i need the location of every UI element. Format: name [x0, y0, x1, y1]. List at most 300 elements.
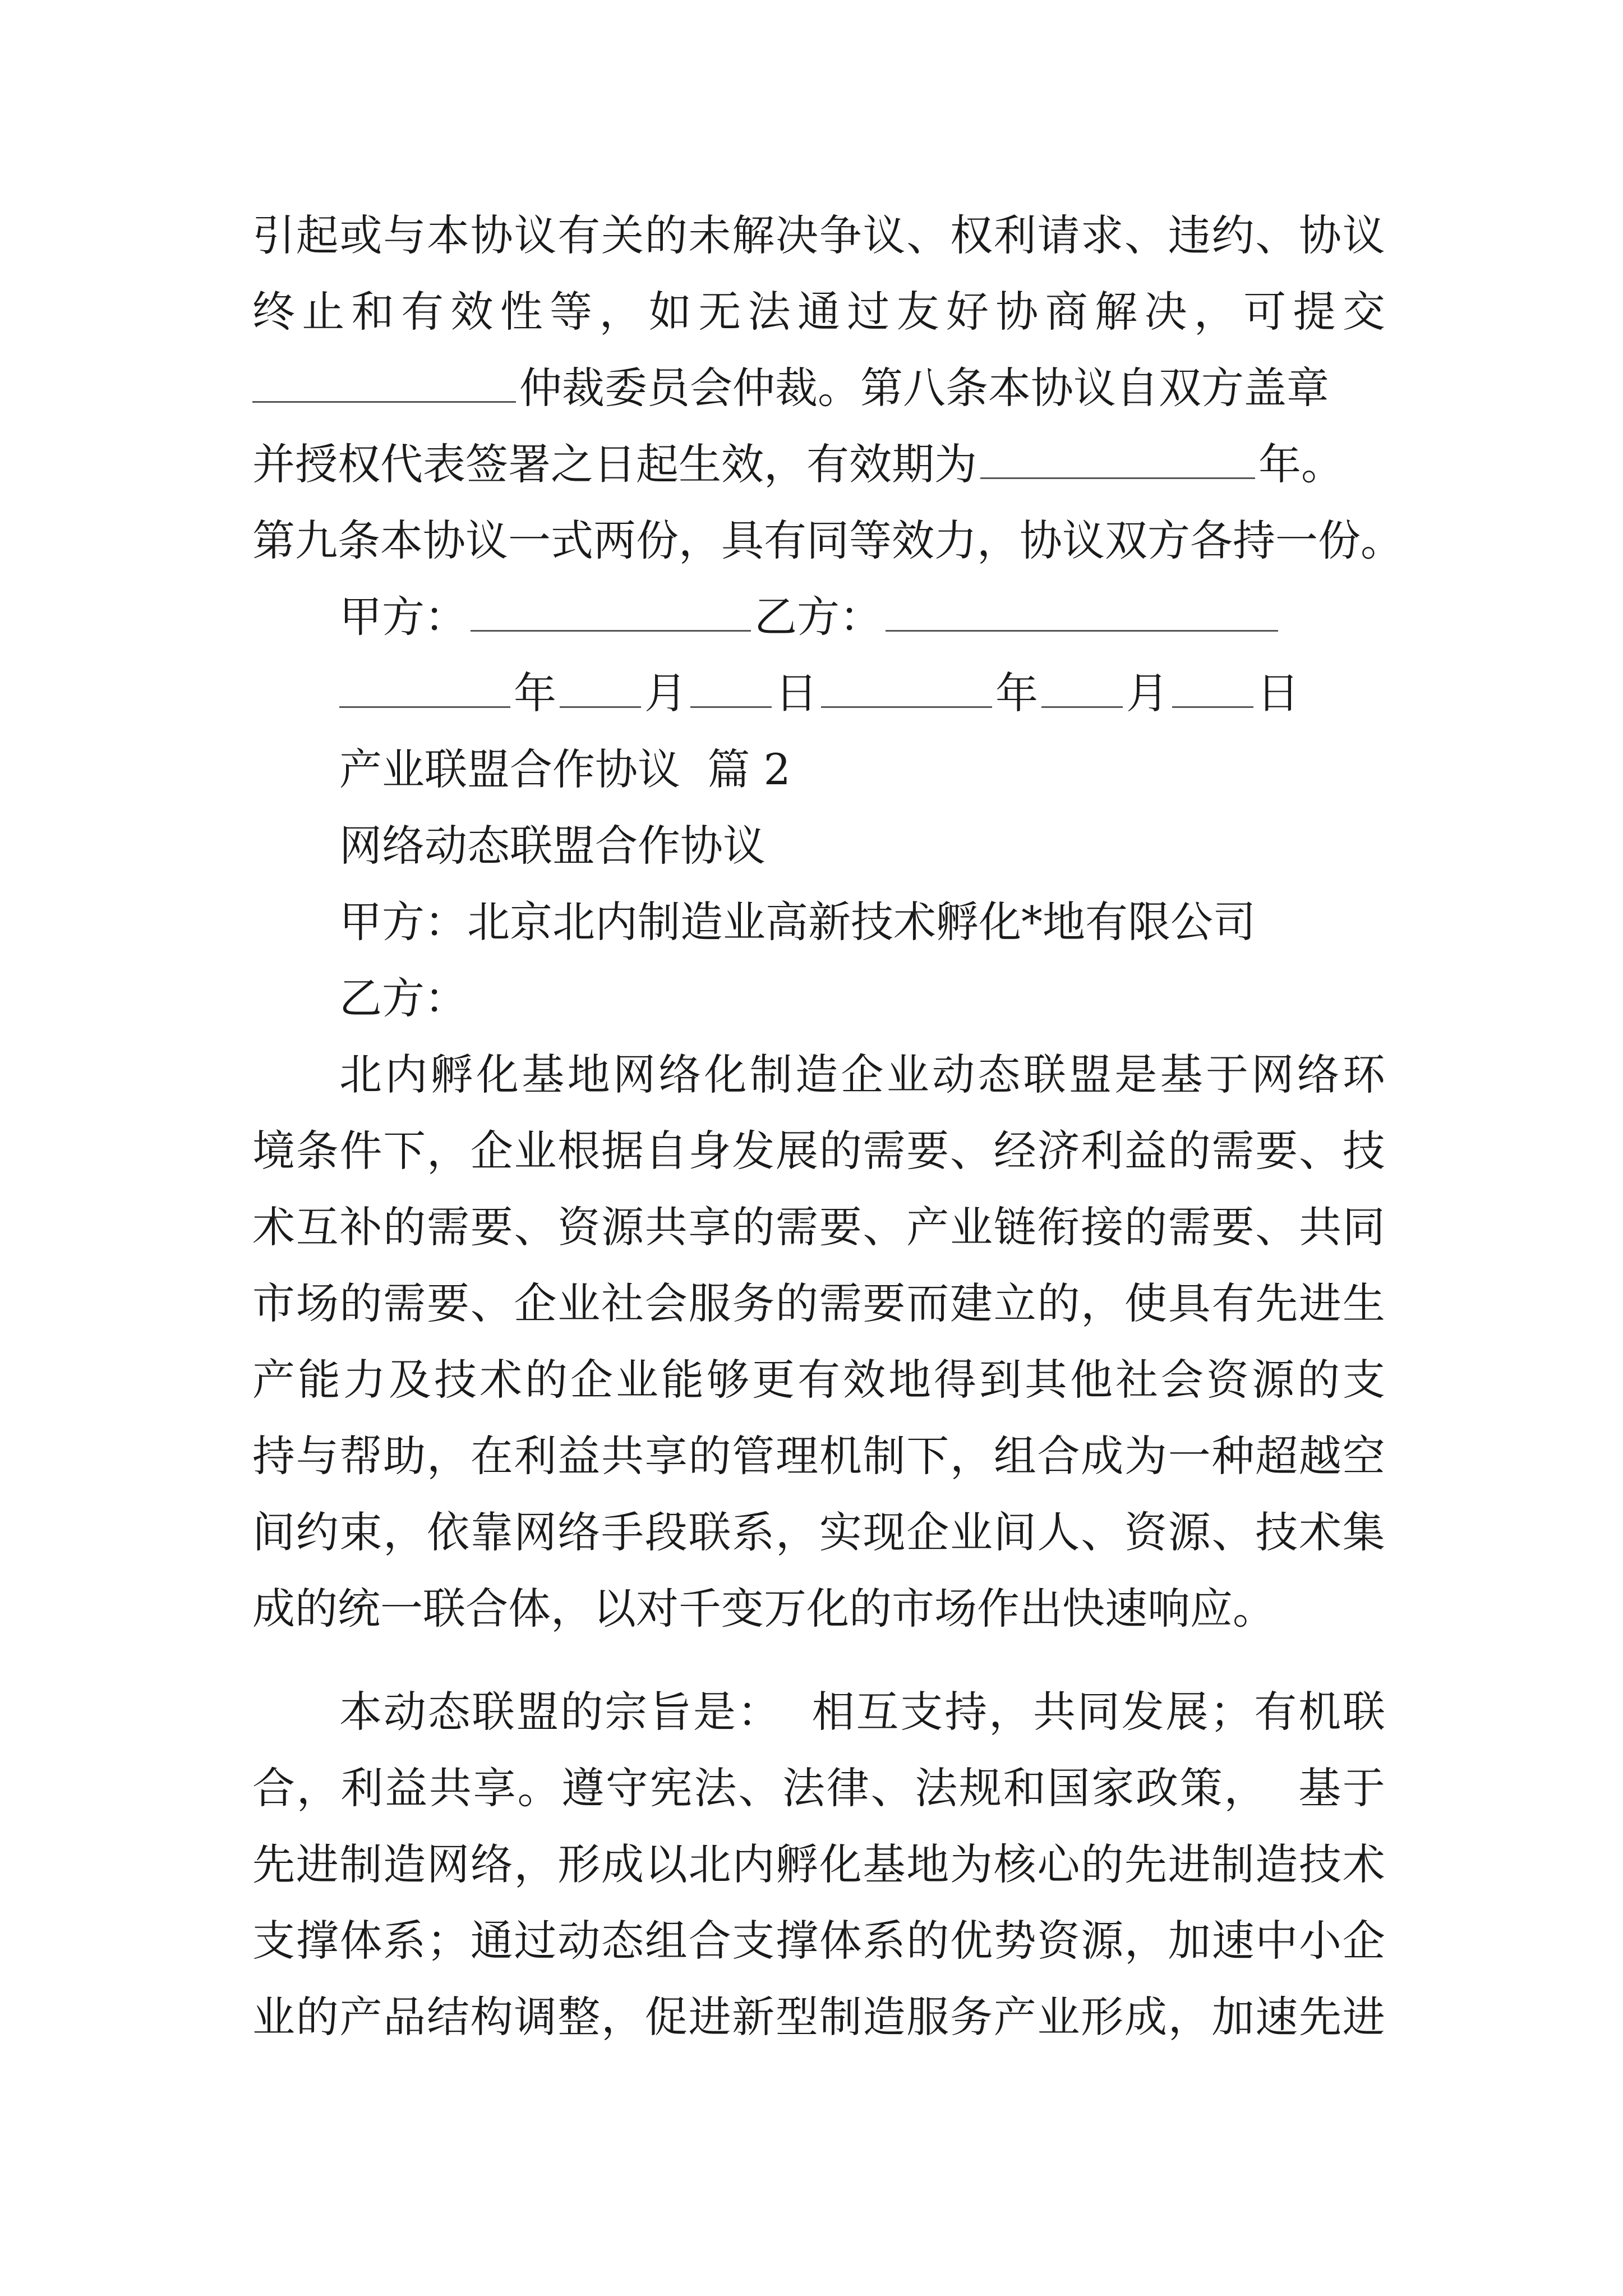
- text-char: 技: [434, 1355, 477, 1405]
- text-char: 国: [1047, 1763, 1090, 1813]
- text-char: 、: [1081, 1507, 1124, 1557]
- text-char: 要: [863, 1278, 906, 1328]
- text-char: 协: [1020, 516, 1062, 565]
- text-char: 发: [732, 1126, 775, 1176]
- text-char: 等: [550, 287, 593, 337]
- text-char: 支: [732, 1916, 775, 1966]
- text-char: 份: [636, 516, 679, 565]
- text-char: 进: [688, 1992, 731, 2042]
- text-char: ；: [1210, 1687, 1253, 1737]
- text-char: 理: [776, 1431, 818, 1481]
- paragraph-line: [252, 1266, 1385, 1342]
- text-char: ，: [514, 1839, 557, 1889]
- text-char: 决: [776, 210, 818, 260]
- text-char: 解: [1095, 287, 1138, 337]
- text-char: 业: [950, 1202, 993, 1252]
- text-char: 态: [427, 1687, 471, 1737]
- text-char: 盟: [516, 1687, 559, 1737]
- text-char: ，: [427, 1126, 469, 1176]
- text-char: 资: [1206, 1355, 1249, 1405]
- text-char: 业: [886, 1050, 929, 1099]
- text-char: 会: [1161, 1355, 1204, 1405]
- text-char: 成: [1124, 1992, 1167, 2042]
- text-char: 动: [383, 1687, 426, 1737]
- text-char: 进: [1168, 1839, 1211, 1889]
- clause-line-1: [252, 197, 1385, 274]
- text-char: 化: [476, 1050, 519, 1099]
- text-char: 力: [343, 1355, 386, 1405]
- text-char: 能: [661, 1355, 704, 1405]
- text-char: 通: [797, 287, 840, 337]
- text-char: ，: [1224, 1763, 1267, 1813]
- text-char: 一: [1275, 516, 1318, 565]
- clause-line-3: [252, 350, 1385, 426]
- text-char: 相: [811, 1687, 855, 1737]
- text-char: 越: [1299, 1431, 1341, 1481]
- text-char: 双: [1105, 516, 1147, 565]
- text-char: 制: [819, 1992, 862, 2042]
- text-char: 络: [658, 1050, 702, 1099]
- text-char: 利: [340, 1763, 384, 1813]
- text-char: 场: [296, 1278, 339, 1328]
- text-char: 业: [616, 1355, 658, 1405]
- text-char: 系: [863, 1916, 906, 1966]
- text-char: 术: [252, 1202, 295, 1252]
- text-char: 通: [470, 1916, 513, 1966]
- text-char: 据: [601, 1126, 644, 1176]
- text-char: 联: [1023, 1050, 1066, 1099]
- text-char: 要: [427, 1278, 469, 1328]
- text-char: 益: [385, 1763, 428, 1813]
- paragraph-line: [252, 1113, 1385, 1189]
- text-char: 网: [1251, 1050, 1294, 1099]
- text-char: 的: [296, 1992, 339, 2042]
- text-char: ，: [1193, 287, 1237, 337]
- paragraph-line: [339, 1037, 1385, 1113]
- text-char: 系: [732, 1507, 775, 1557]
- text-char: 术: [1342, 1839, 1385, 1889]
- text-char: 等: [849, 516, 892, 565]
- text-char: 利: [993, 210, 1036, 260]
- text-char: 经: [993, 1126, 1036, 1176]
- paragraph-line: [252, 1494, 1385, 1571]
- text-char: 的: [383, 1202, 426, 1252]
- text-char: 优: [950, 1916, 993, 1966]
- text-char: 律: [826, 1763, 869, 1813]
- text-char: 本: [380, 516, 423, 565]
- text-char: 未: [688, 210, 731, 260]
- text-char: 立: [993, 1278, 1036, 1328]
- year-label: 年: [514, 668, 556, 718]
- month-blank: [560, 673, 641, 708]
- text-char: 能: [298, 1355, 340, 1405]
- text-char: 术: [479, 1355, 522, 1405]
- text-char: 形: [557, 1839, 601, 1889]
- text-char: 业: [252, 1992, 295, 2042]
- text-char: 基: [863, 1839, 906, 1889]
- text-char: 化: [704, 1050, 747, 1099]
- text-char: 技: [1342, 1126, 1385, 1176]
- text-char: 宗: [605, 1687, 648, 1737]
- text-char: 小: [1299, 1916, 1341, 1966]
- text-char: ，: [599, 287, 642, 337]
- text-char: 利: [514, 1431, 557, 1481]
- text-char: 速: [1255, 1992, 1298, 2042]
- text-char: 要: [470, 1202, 513, 1252]
- party-b-text: 乙方：: [339, 973, 467, 1023]
- text-char: 有: [1211, 1278, 1255, 1328]
- text-char: 的: [906, 1916, 949, 1966]
- text-char: 是: [693, 1687, 736, 1737]
- text-char: 络: [557, 1507, 601, 1557]
- text-char: 社: [1115, 1355, 1158, 1405]
- text-char: 家: [1091, 1763, 1135, 1813]
- text-char: 展: [1165, 1687, 1209, 1737]
- text-char: 制: [863, 1431, 906, 1481]
- text-char: 网: [514, 1507, 557, 1557]
- text-char: 的: [1037, 1278, 1080, 1328]
- text-char: 结: [427, 1992, 469, 2042]
- day-blank: [1172, 673, 1253, 708]
- text-char: 需: [819, 1278, 862, 1328]
- text-char: 是: [1114, 1050, 1158, 1099]
- text-char: ，: [679, 516, 721, 565]
- text-char: 或: [339, 210, 382, 260]
- party-a-text: 甲方：北京北内制造业高新技术孵化*地有限公司: [339, 897, 1256, 947]
- text-char: 第: [252, 516, 295, 565]
- text-char: 友: [896, 287, 939, 337]
- text-char: 空: [1342, 1431, 1385, 1481]
- text-char: 需: [427, 1202, 469, 1252]
- text-char: 、: [738, 1763, 781, 1813]
- text-char: 法: [782, 1763, 825, 1813]
- text-char: 孵: [430, 1050, 473, 1099]
- text-char: 解: [732, 210, 775, 260]
- text-char: 有: [401, 287, 444, 337]
- text-char: 与: [383, 210, 426, 260]
- text-char: 地: [567, 1050, 610, 1099]
- day-label: 日: [1257, 668, 1299, 718]
- text-char: 组: [993, 1431, 1036, 1481]
- clause-text: 并授权代表签署之日起生效，有效期为: [252, 439, 977, 489]
- text-char: 进: [1299, 1278, 1341, 1328]
- text-char: 建: [950, 1278, 993, 1328]
- text-char: 约: [296, 1507, 339, 1557]
- text-char: 段: [644, 1507, 688, 1557]
- text-char: 需: [1168, 1202, 1211, 1252]
- text-char: 企: [470, 1126, 513, 1176]
- text-char: 协: [995, 287, 1039, 337]
- text-char: 企: [570, 1355, 613, 1405]
- text-char: 社: [601, 1278, 644, 1328]
- text-char: ，: [427, 1431, 469, 1481]
- text-char: 协: [470, 210, 513, 260]
- text-char: 争: [819, 210, 862, 260]
- text-char: 务: [950, 1992, 993, 2042]
- text-char: 政: [1136, 1763, 1178, 1813]
- text-char: 术: [1299, 1507, 1341, 1557]
- text-char: 的: [525, 1355, 568, 1405]
- text-char: 同: [1077, 1687, 1120, 1737]
- text-char: 加: [1168, 1916, 1211, 1966]
- text-char: 于: [1342, 1763, 1385, 1813]
- text-char: 业: [557, 1278, 601, 1328]
- text-char: 在: [470, 1431, 513, 1481]
- text-char: 法: [694, 1763, 737, 1813]
- text-char: 造: [795, 1050, 838, 1099]
- text-char: 、: [514, 1202, 557, 1252]
- signature-dates: [339, 655, 1385, 731]
- text-char: 孵: [776, 1839, 818, 1889]
- text-char: 以: [644, 1839, 688, 1889]
- paragraph-line: [252, 1418, 1385, 1494]
- text-char: 的: [732, 1202, 775, 1252]
- text-char: 型: [776, 1992, 818, 2042]
- text-char: 态: [978, 1050, 1021, 1099]
- text-char: 技: [1255, 1507, 1298, 1557]
- text-char: 同: [1342, 1202, 1385, 1252]
- text-char: 北: [339, 1050, 382, 1099]
- text-char: 补: [339, 1202, 382, 1252]
- text-char: 共: [644, 1202, 688, 1252]
- text-char: 先: [1124, 1839, 1167, 1889]
- text-char: 需: [863, 1126, 906, 1176]
- text-char: 守: [606, 1763, 648, 1813]
- text-char: 济: [1037, 1126, 1080, 1176]
- text-char: 议: [863, 210, 906, 260]
- party-b-blank: [886, 596, 1278, 632]
- text-char: 超: [1255, 1431, 1298, 1481]
- validity-period-blank: [980, 444, 1255, 479]
- text-char: 够: [707, 1355, 749, 1405]
- text-char: ，: [1081, 1278, 1124, 1328]
- text-char: 帮: [339, 1431, 382, 1481]
- text-char: 一: [508, 516, 551, 565]
- text-char: 接: [1081, 1202, 1124, 1252]
- party-a-label: 甲方：: [339, 592, 467, 642]
- text-char: 的: [339, 1278, 382, 1328]
- text-char: 各: [1190, 516, 1233, 565]
- text-char: 有: [797, 1355, 840, 1405]
- text-char: 他: [1070, 1355, 1113, 1405]
- text-char: 企: [514, 1278, 557, 1328]
- year-blank: [821, 673, 992, 708]
- text-char: 先: [1255, 1278, 1298, 1328]
- text-char: 联: [472, 1687, 515, 1737]
- text-char: 九: [295, 516, 338, 565]
- text-char: 的: [819, 1126, 862, 1176]
- section-subtitle: [339, 808, 1385, 884]
- text-char: 机: [819, 1431, 862, 1481]
- month-blank: [1041, 673, 1123, 708]
- text-char: 议: [1342, 210, 1385, 260]
- text-char: 基: [1160, 1050, 1203, 1099]
- text-char: 业: [950, 1507, 993, 1557]
- text-char: 同: [806, 516, 849, 565]
- text-char: ，: [1124, 1916, 1167, 1966]
- text-char: 内: [385, 1050, 428, 1099]
- text-char: 支: [1343, 1355, 1385, 1405]
- text-char: 本: [427, 210, 469, 260]
- text-char: 实: [819, 1507, 862, 1557]
- text-char: 益: [557, 1431, 601, 1481]
- text-char: 合: [1037, 1431, 1080, 1481]
- text-char: 源: [1081, 1916, 1124, 1966]
- text-char: 权: [950, 210, 993, 260]
- text-char: 享: [688, 1202, 731, 1252]
- text-char: 身: [688, 1126, 731, 1176]
- text-char: 靠: [470, 1507, 513, 1557]
- text-char: 机: [1298, 1687, 1341, 1737]
- text-char: 。: [1361, 516, 1403, 565]
- paragraph-line: [339, 1674, 1385, 1750]
- text-char: 动: [557, 1916, 601, 1966]
- text-char: 得: [934, 1355, 976, 1405]
- text-char: 起: [296, 210, 339, 260]
- text-char: 具: [1168, 1278, 1211, 1328]
- text-char: 而: [906, 1278, 949, 1328]
- text-char: 违: [1168, 210, 1211, 260]
- text-char: ，: [601, 1992, 644, 2042]
- text-char: 具: [721, 516, 764, 565]
- text-char: 条: [296, 1126, 339, 1176]
- text-char: 生: [1342, 1278, 1385, 1328]
- text-char: 的: [644, 210, 688, 260]
- text-char: 议: [465, 516, 508, 565]
- text-char: 务: [732, 1278, 775, 1328]
- text-char: 展: [776, 1126, 818, 1176]
- text-char: 源: [1168, 1507, 1211, 1557]
- text-char: 企: [906, 1507, 949, 1557]
- text-char: 无: [698, 287, 741, 337]
- text-char: 基: [1298, 1763, 1341, 1813]
- text-char: 互: [296, 1202, 339, 1252]
- text-char: 撑: [296, 1916, 339, 1966]
- paragraph-line: [252, 1342, 1385, 1418]
- text-char: 益: [1124, 1126, 1167, 1176]
- text-char: 联: [688, 1507, 731, 1557]
- section-title-text: 产业联盟合作协议 篇 2: [339, 744, 791, 794]
- text-char: 约: [1211, 210, 1255, 260]
- text-char: 利: [1081, 1126, 1124, 1176]
- text-char: 化: [819, 1839, 862, 1889]
- text-char: 、: [950, 1126, 993, 1176]
- text-char: 宪: [649, 1763, 693, 1813]
- text-char: 基: [522, 1050, 565, 1099]
- clause-text: 年。: [1258, 439, 1344, 489]
- text-char: 互: [856, 1687, 899, 1737]
- text-char: 地: [906, 1839, 949, 1889]
- text-char: 效: [450, 287, 494, 337]
- text-char: 业: [1037, 1992, 1080, 2042]
- text-char: 源: [601, 1202, 644, 1252]
- text-char: 持: [944, 1687, 988, 1737]
- text-char: 一: [1168, 1431, 1211, 1481]
- signature-parties: [339, 579, 1385, 655]
- text-char: 要: [906, 1126, 949, 1176]
- paragraph-line: [252, 1979, 1385, 2055]
- text-char: 旨: [649, 1687, 692, 1737]
- text-char: 产: [993, 1992, 1036, 2042]
- text-char: 享: [644, 1431, 688, 1481]
- text-char: 现: [863, 1507, 906, 1557]
- text-char: 效: [892, 516, 934, 565]
- text-char: 的: [688, 1431, 731, 1481]
- text-char: 体: [819, 1916, 862, 1966]
- text-char: 要: [1255, 1126, 1298, 1176]
- text-char: 网: [427, 1839, 469, 1889]
- party-b-label: 乙方：: [754, 592, 882, 642]
- clause-text: 仲裁委员会仲裁。第八条本协议自双方盖章: [519, 363, 1329, 413]
- text-char: 集: [1342, 1507, 1385, 1557]
- text-char: 策: [1179, 1763, 1223, 1813]
- text-char: 产: [252, 1355, 295, 1405]
- text-char: 议: [514, 210, 557, 260]
- text-char: 衔: [1037, 1202, 1080, 1252]
- text-char: 核: [993, 1839, 1036, 1889]
- text-char: 助: [383, 1431, 426, 1481]
- paragraph-text: 成的统一联合体，以对千变万化的市场作出快速响应。: [252, 1584, 1275, 1634]
- text-char: 先: [252, 1839, 295, 1889]
- text-char: 盟: [1069, 1050, 1112, 1099]
- text-char: 造: [1255, 1839, 1298, 1889]
- text-char: 交: [1342, 287, 1385, 337]
- party-a-line: [339, 884, 1385, 960]
- text-char: 动: [932, 1050, 975, 1099]
- text-char: 需: [1211, 1126, 1255, 1176]
- text-char: 效: [843, 1355, 886, 1405]
- text-char: 要: [1211, 1202, 1255, 1252]
- text-char: 关: [601, 210, 644, 260]
- text-char: 终: [252, 287, 295, 337]
- text-char: 的: [560, 1687, 603, 1737]
- text-char: 的: [1081, 1839, 1124, 1889]
- text-char: 持: [252, 1431, 295, 1481]
- text-char: 组: [644, 1916, 688, 1966]
- text-char: 技: [1299, 1839, 1341, 1889]
- text-char: 管: [732, 1431, 775, 1481]
- text-char: 人: [1037, 1507, 1080, 1557]
- text-char: 促: [644, 1992, 688, 2042]
- text-char: 手: [601, 1507, 644, 1557]
- text-char: 于: [1205, 1050, 1248, 1099]
- text-char: 支: [900, 1687, 943, 1737]
- text-char: 的: [1168, 1126, 1211, 1176]
- text-char: 性: [500, 287, 543, 337]
- text-char: 求: [1081, 210, 1124, 260]
- text-char: 共: [1299, 1202, 1341, 1252]
- day-label: 日: [775, 668, 818, 718]
- text-char: 自: [644, 1126, 688, 1176]
- text-char: 止: [302, 287, 345, 337]
- text-char: 过: [847, 287, 890, 337]
- text-char: 、: [1255, 1202, 1298, 1252]
- text-char: 的: [1124, 1202, 1167, 1252]
- text-char: 法: [915, 1763, 958, 1813]
- text-char: 成: [1081, 1431, 1124, 1481]
- text-char: 支: [252, 1916, 295, 1966]
- text-char: 、: [470, 1278, 513, 1328]
- text-char: 撑: [776, 1916, 818, 1966]
- section-title: [339, 731, 1385, 808]
- text-char: 内: [732, 1839, 775, 1889]
- text-char: 企: [1342, 1916, 1385, 1966]
- text-char: 地: [888, 1355, 931, 1405]
- text-char: 本: [339, 1687, 382, 1737]
- text-char: 进: [1342, 1992, 1385, 2042]
- text-char: 、: [863, 1202, 906, 1252]
- text-char: 协: [423, 516, 465, 565]
